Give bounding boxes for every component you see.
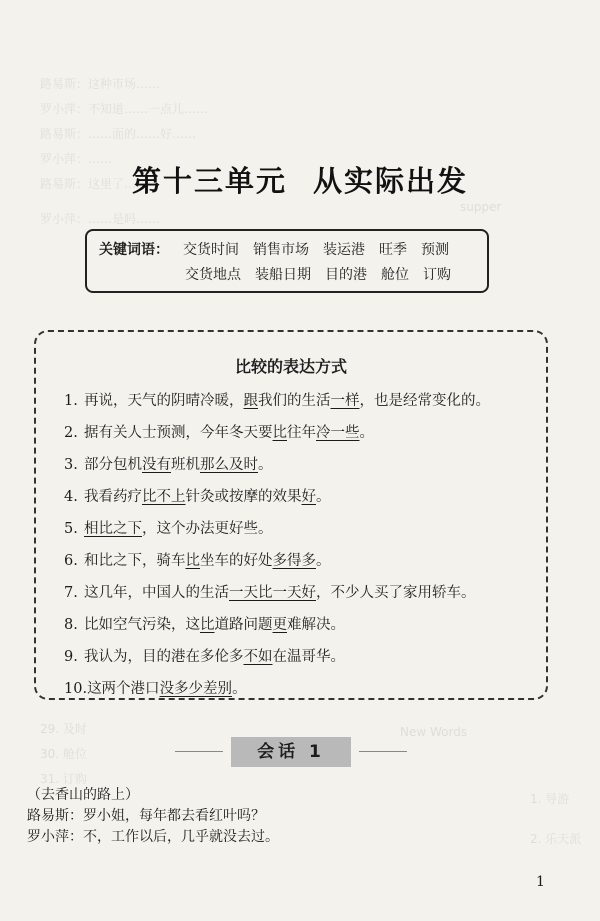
dialog-speaker: 罗小萍：: [27, 829, 83, 845]
sentence-text: ，也是经常变化的。: [359, 393, 490, 409]
keyword: 装运港: [323, 242, 365, 258]
keywords-row-1: [99, 238, 475, 263]
dialog-text: 不，工作以后，几乎就没去过。: [83, 829, 279, 845]
comparison-sentence-list: [64, 390, 490, 710]
keyword: 交货地点: [185, 267, 241, 283]
sentence-text: 。: [316, 553, 331, 569]
keywords-row-2: [99, 263, 475, 288]
sentence-number: 2.: [64, 425, 78, 441]
highlighted-expression: 没多少差别: [159, 681, 233, 697]
comparison-sentence: [64, 422, 490, 454]
highlighted-expression: 跟: [243, 393, 258, 409]
highlighted-expression: 不如: [243, 649, 273, 665]
comparison-sentence: [64, 614, 490, 646]
sentence-number: 3.: [64, 457, 78, 473]
highlighted-expression: 一天比一天好: [229, 585, 316, 601]
sentence-text: 班机: [171, 457, 200, 473]
comparison-sentence: [64, 550, 490, 582]
sentence-number: 8.: [64, 617, 78, 633]
highlighted-expression: 冷一些: [316, 425, 360, 441]
unit-title: [0, 159, 600, 200]
highlighted-expression: 比: [200, 617, 215, 633]
sentence-text: 。: [258, 457, 273, 473]
sentence-text: 比如空气污染，这: [84, 617, 200, 633]
comparison-sentence: [64, 390, 490, 422]
unit-number: 第十三单元: [131, 164, 287, 199]
keyword: 目的港: [325, 267, 367, 283]
sentence-text: 在温哥华。: [272, 649, 345, 665]
sentence-text: 我们的生活: [258, 393, 331, 409]
sentence-text: 往年: [287, 425, 316, 441]
sentence-number: 7.: [64, 585, 78, 601]
sentence-number: 4.: [64, 489, 78, 505]
dialog-header: 会话 1: [231, 737, 351, 767]
keyword: 销售市场: [253, 242, 309, 258]
dialog-text: 罗小姐，每年都去看红叶吗？: [83, 808, 265, 824]
sentence-text: ，不少人买了家用轿车。: [316, 585, 476, 601]
dialog-speaker: 路易斯：: [27, 808, 83, 824]
sentence-number: 5.: [64, 521, 78, 537]
highlighted-expression: 比: [272, 425, 287, 441]
sentence-number: 9.: [64, 649, 78, 665]
dialog: [27, 785, 279, 848]
comparison-title: 比较的表达方式: [234, 357, 347, 376]
keyword: 订购: [423, 267, 451, 283]
unit-topic: 从实际出发: [313, 164, 469, 199]
keywords-label: 关键词语：: [99, 242, 169, 258]
keyword: 舱位: [381, 267, 409, 283]
highlighted-expression: 多得多: [272, 553, 316, 569]
comparison-sentence: [64, 454, 490, 486]
sentence-number: 10.: [64, 681, 88, 697]
keywords-box: [85, 229, 489, 293]
keyword: 旺季: [379, 242, 407, 258]
sentence-text: 。: [359, 425, 374, 441]
highlighted-expression: 一样: [330, 393, 360, 409]
dialog-line: [27, 806, 279, 827]
highlighted-expression: 相比之下: [84, 521, 142, 537]
sentence-text: 。: [232, 681, 247, 697]
highlighted-expression: 好: [301, 489, 316, 505]
highlighted-expression: 没有: [142, 457, 171, 473]
comparison-box: [34, 330, 548, 700]
keyword: 装船日期: [255, 267, 311, 283]
sentence-text: 道路问题: [214, 617, 273, 633]
comparison-sentence: [64, 646, 490, 678]
highlighted-expression: 那么: [200, 457, 229, 473]
sentence-number: 6.: [64, 553, 78, 569]
keyword: 预测: [421, 242, 449, 258]
sentence-text: 再说，天气的阴晴冷暖，: [84, 393, 244, 409]
keyword: 交货时间: [183, 242, 239, 258]
sentence-text: 这几年，中国人的生活: [84, 585, 229, 601]
comparison-sentence: [64, 678, 490, 710]
page-number: 1: [536, 874, 545, 890]
sentence-text: 部分包机: [84, 457, 142, 473]
dialog-line: [27, 827, 279, 848]
highlighted-expression: 更: [272, 617, 287, 633]
sentence-text: 坐车的好处: [200, 553, 273, 569]
highlighted-expression: 及时: [229, 457, 258, 473]
sentence-text: 和比之下，骑车: [84, 553, 186, 569]
highlighted-expression: 比: [185, 553, 200, 569]
comparison-sentence: [64, 582, 490, 614]
sentence-number: 1.: [64, 393, 78, 409]
sentence-text: 难解决。: [287, 617, 345, 633]
dialog-scene: （去香山的路上）: [27, 787, 139, 803]
highlighted-expression: 比不上: [142, 489, 186, 505]
sentence-text: 这两个港口: [87, 681, 160, 697]
sentence-text: 。: [316, 489, 331, 505]
sentence-text: 据有关人士预测，今年冬天要: [84, 425, 273, 441]
bleed-through-texture: 路易斯：这种市场…… 罗小萍：不知道……一点儿…… 路易斯：……面的……好…… 罗小萍：…… 路易斯：这里了…… 罗小萍：……是吗…… supper New Words 29. 及时 30. 舱位 31. 订购 1. 导游 2. 乐天派: [40, 77, 582, 846]
sentence-text: 我看药疗: [84, 489, 142, 505]
sentence-text: ，这个办法更好些。: [142, 521, 273, 537]
sentence-text: 针灸或按摩的效果: [185, 489, 302, 505]
sentence-text: 我认为，目的港在多伦多: [84, 649, 244, 665]
comparison-sentence: [64, 486, 490, 518]
comparison-sentence: [64, 518, 490, 550]
